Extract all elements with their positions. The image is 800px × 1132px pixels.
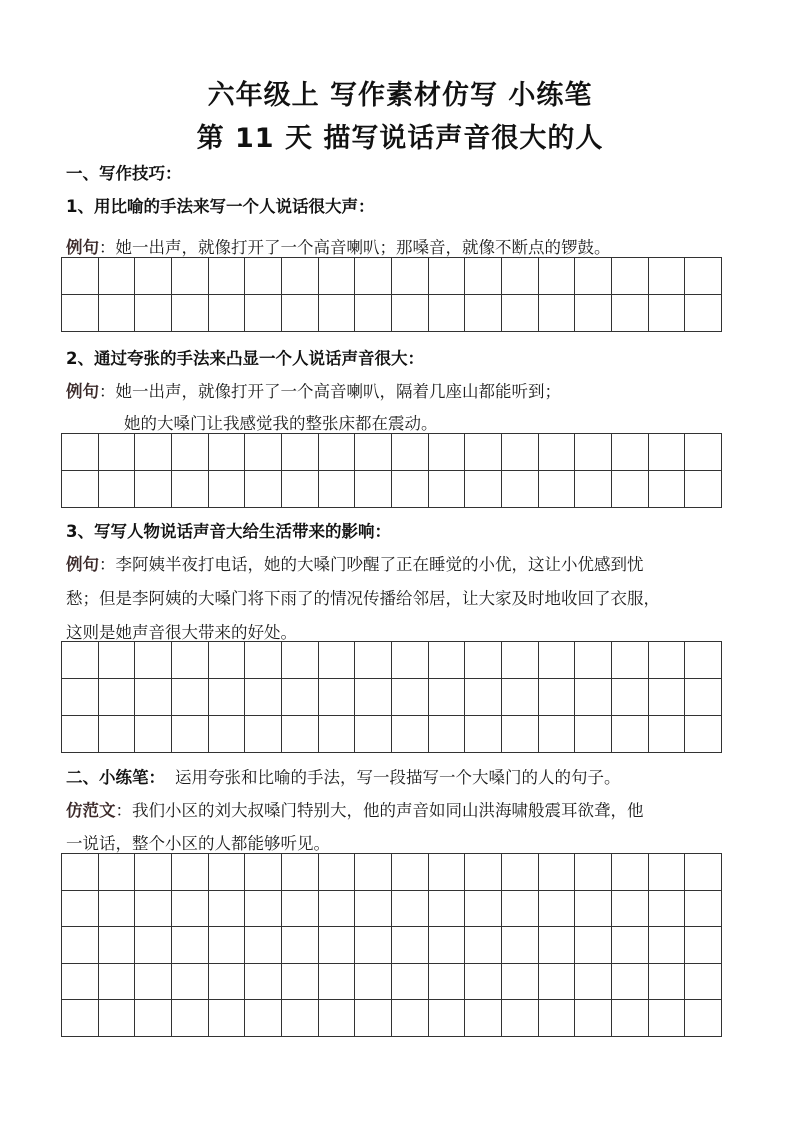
grid-cell[interactable] [539, 854, 576, 891]
grid-cell[interactable] [429, 434, 466, 471]
grid-cell[interactable] [612, 927, 649, 964]
grid-cell[interactable] [282, 679, 319, 716]
grid-cell[interactable] [575, 642, 612, 679]
grid-cell[interactable] [502, 891, 539, 928]
grid-cell[interactable] [135, 295, 172, 332]
grid-cell[interactable] [429, 471, 466, 508]
grid-cell[interactable] [209, 891, 246, 928]
grid-cell[interactable] [245, 891, 282, 928]
grid-cell[interactable] [209, 471, 246, 508]
model-essay-line1 [66, 797, 644, 821]
grid-cell[interactable] [319, 891, 356, 928]
example-text: ：她一出声，就像打开了一个高音喇叭；那嗓音，就像不断点的锣鼓。 [99, 238, 611, 257]
grid-cell[interactable] [355, 471, 392, 508]
technique3-example-line3: 这则是她声音很大带来的好处。 [66, 623, 297, 642]
grid-cell[interactable] [355, 679, 392, 716]
grid-cell[interactable] [392, 295, 429, 332]
grid-cell[interactable] [612, 434, 649, 471]
grid-cell[interactable] [282, 964, 319, 1001]
grid-cell[interactable] [575, 258, 612, 295]
grid-cell[interactable] [99, 927, 136, 964]
grid-cell[interactable] [502, 471, 539, 508]
grid-cell[interactable] [539, 716, 576, 753]
grid-cell[interactable] [539, 1000, 576, 1037]
grid-cell[interactable] [685, 642, 722, 679]
grid-cell[interactable] [392, 434, 429, 471]
grid-cell[interactable] [429, 927, 466, 964]
grid-cell[interactable] [612, 679, 649, 716]
grid-cell[interactable] [135, 471, 172, 508]
grid-cell[interactable] [355, 854, 392, 891]
grid-cell[interactable] [355, 642, 392, 679]
grid-cell[interactable] [502, 927, 539, 964]
grid-cell[interactable] [62, 258, 99, 295]
grid-cell[interactable] [649, 258, 686, 295]
grid-cell[interactable] [465, 964, 502, 1001]
grid-cell[interactable] [62, 716, 99, 753]
grid-cell[interactable] [245, 471, 282, 508]
grid-cell[interactable] [135, 1000, 172, 1037]
grid-cell[interactable] [429, 891, 466, 928]
example-label: 例句 [66, 555, 99, 574]
grid-cell[interactable] [209, 716, 246, 753]
grid-cell[interactable] [502, 295, 539, 332]
grid-cell[interactable] [685, 258, 722, 295]
section2-prompt: 运用夸张和比喻的手法，写一段描写一个大嗓门的人的句子。 [175, 768, 621, 787]
grid-cell[interactable] [62, 295, 99, 332]
grid-cell[interactable] [62, 927, 99, 964]
grid-cell[interactable] [685, 927, 722, 964]
writing-grid-3[interactable] [61, 641, 722, 753]
grid-cell[interactable] [245, 679, 282, 716]
grid-cell[interactable] [319, 258, 356, 295]
grid-cell[interactable] [209, 258, 246, 295]
grid-cell[interactable] [612, 891, 649, 928]
grid-cell[interactable] [465, 927, 502, 964]
example-label: 例句 [66, 238, 99, 257]
grid-cell[interactable] [172, 891, 209, 928]
grid-cell[interactable] [465, 854, 502, 891]
grid-cell[interactable] [282, 434, 319, 471]
grid-cell[interactable] [355, 927, 392, 964]
grid-cell[interactable] [392, 891, 429, 928]
grid-cell[interactable] [539, 964, 576, 1001]
technique2-example-line2: 她的大嗓门让我感觉我的整张床都在震动。 [124, 414, 438, 433]
grid-cell[interactable] [319, 927, 356, 964]
grid-cell[interactable] [99, 295, 136, 332]
grid-cell[interactable] [209, 434, 246, 471]
grid-cell[interactable] [172, 927, 209, 964]
grid-cell[interactable] [685, 716, 722, 753]
grid-cell[interactable] [649, 1000, 686, 1037]
grid-cell[interactable] [612, 258, 649, 295]
grid-cell[interactable] [465, 891, 502, 928]
grid-cell[interactable] [209, 642, 246, 679]
grid-cell[interactable] [539, 258, 576, 295]
grid-cell[interactable] [575, 434, 612, 471]
example-text: ：李阿姨半夜打电话，她的大嗓门吵醒了正在睡觉的小优，这让小优感到忧 [99, 555, 644, 574]
grid-cell[interactable] [392, 258, 429, 295]
grid-cell[interactable] [649, 927, 686, 964]
grid-cell[interactable] [99, 854, 136, 891]
grid-cell[interactable] [612, 964, 649, 1001]
grid-cell[interactable] [282, 891, 319, 928]
grid-cell[interactable] [392, 679, 429, 716]
grid-cell[interactable] [465, 295, 502, 332]
grid-cell[interactable] [685, 1000, 722, 1037]
grid-cell[interactable] [99, 679, 136, 716]
writing-grid-1[interactable] [61, 257, 722, 332]
grid-cell[interactable] [172, 716, 209, 753]
writing-grid-2[interactable] [61, 433, 722, 508]
grid-cell[interactable] [575, 964, 612, 1001]
grid-cell[interactable] [649, 434, 686, 471]
grid-cell[interactable] [135, 679, 172, 716]
grid-cell[interactable] [282, 471, 319, 508]
grid-cell[interactable] [135, 434, 172, 471]
grid-cell[interactable] [355, 716, 392, 753]
grid-cell[interactable] [685, 679, 722, 716]
grid-cell[interactable] [282, 716, 319, 753]
grid-cell[interactable] [245, 258, 282, 295]
grid-cell[interactable] [685, 964, 722, 1001]
grid-cell[interactable] [99, 471, 136, 508]
grid-cell[interactable] [209, 964, 246, 1001]
section1-heading: 一、写作技巧： [66, 164, 182, 183]
grid-cell[interactable] [502, 854, 539, 891]
page-subtitle: 第 11 天 描写说话声音很大的人 [196, 123, 604, 154]
grid-cell[interactable] [282, 1000, 319, 1037]
grid-cell[interactable] [245, 295, 282, 332]
grid-cell[interactable] [172, 854, 209, 891]
grid-cell[interactable] [575, 471, 612, 508]
grid-cell[interactable] [429, 642, 466, 679]
grid-cell[interactable] [172, 679, 209, 716]
grid-cell[interactable] [99, 642, 136, 679]
grid-cell[interactable] [99, 716, 136, 753]
grid-cell[interactable] [245, 964, 282, 1001]
grid-cell[interactable] [685, 295, 722, 332]
grid-cell[interactable] [612, 295, 649, 332]
grid-cell[interactable] [135, 964, 172, 1001]
grid-cell[interactable] [612, 471, 649, 508]
grid-cell[interactable] [62, 471, 99, 508]
grid-cell[interactable] [539, 642, 576, 679]
grid-cell[interactable] [172, 642, 209, 679]
grid-cell[interactable] [282, 642, 319, 679]
grid-cell[interactable] [502, 642, 539, 679]
grid-cell[interactable] [392, 471, 429, 508]
page-title: 六年级上 写作素材仿写 小练笔 [207, 80, 593, 111]
grid-cell[interactable] [355, 295, 392, 332]
grid-cell[interactable] [319, 434, 356, 471]
writing-grid-4[interactable] [61, 853, 722, 1037]
grid-cell[interactable] [99, 891, 136, 928]
grid-cell[interactable] [649, 854, 686, 891]
grid-cell[interactable] [172, 1000, 209, 1037]
grid-cell[interactable] [429, 295, 466, 332]
grid-cell[interactable] [245, 434, 282, 471]
grid-cell[interactable] [612, 854, 649, 891]
grid-cell[interactable] [685, 891, 722, 928]
grid-cell[interactable] [539, 679, 576, 716]
grid-cell[interactable] [135, 891, 172, 928]
grid-cell[interactable] [319, 854, 356, 891]
grid-cell[interactable] [62, 964, 99, 1001]
grid-cell[interactable] [135, 854, 172, 891]
grid-cell[interactable] [685, 434, 722, 471]
technique3-heading: 3、写写人物说话声音大给生活带来的影响： [66, 522, 391, 541]
grid-cell[interactable] [649, 964, 686, 1001]
example-text: ：她一出声，就像打开了一个高音喇叭，隔着几座山都能听到； [99, 382, 561, 401]
grid-cell[interactable] [62, 854, 99, 891]
example-label: 例句 [66, 382, 99, 401]
grid-cell[interactable] [209, 295, 246, 332]
grid-cell[interactable] [62, 679, 99, 716]
model-essay-label: 仿范文 [66, 801, 116, 820]
grid-cell[interactable] [465, 642, 502, 679]
grid-cell[interactable] [649, 891, 686, 928]
grid-cell[interactable] [575, 891, 612, 928]
grid-cell[interactable] [319, 716, 356, 753]
grid-cell[interactable] [282, 295, 319, 332]
model-essay-line2: 一说话，整个小区的人都能够听见。 [66, 834, 330, 853]
section2-heading-line [66, 764, 621, 788]
grid-cell[interactable] [575, 854, 612, 891]
grid-cell[interactable] [209, 1000, 246, 1037]
grid-cell[interactable] [62, 642, 99, 679]
technique2-example [66, 378, 561, 402]
grid-cell[interactable] [539, 927, 576, 964]
section2-heading: 二、小练笔： [66, 768, 165, 787]
grid-cell[interactable] [392, 927, 429, 964]
grid-cell[interactable] [612, 716, 649, 753]
model-essay-text: ：我们小区的刘大叔嗓门特别大，他的声音如同山洪海啸般震耳欲聋，他 [115, 801, 644, 820]
grid-cell[interactable] [319, 964, 356, 1001]
grid-cell[interactable] [649, 642, 686, 679]
grid-cell[interactable] [502, 1000, 539, 1037]
grid-cell[interactable] [429, 854, 466, 891]
grid-cell[interactable] [135, 716, 172, 753]
grid-cell[interactable] [99, 1000, 136, 1037]
grid-cell[interactable] [62, 891, 99, 928]
grid-cell[interactable] [575, 927, 612, 964]
grid-cell[interactable] [319, 471, 356, 508]
grid-cell[interactable] [502, 434, 539, 471]
grid-cell[interactable] [355, 891, 392, 928]
grid-cell[interactable] [245, 927, 282, 964]
grid-cell[interactable] [319, 679, 356, 716]
grid-cell[interactable] [575, 679, 612, 716]
grid-cell[interactable] [172, 258, 209, 295]
grid-cell[interactable] [502, 964, 539, 1001]
grid-cell[interactable] [502, 716, 539, 753]
grid-cell[interactable] [465, 434, 502, 471]
grid-cell[interactable] [649, 471, 686, 508]
grid-cell[interactable] [465, 471, 502, 508]
grid-cell[interactable] [135, 642, 172, 679]
grid-cell[interactable] [575, 295, 612, 332]
grid-cell[interactable] [685, 471, 722, 508]
grid-cell[interactable] [355, 434, 392, 471]
grid-cell[interactable] [429, 679, 466, 716]
grid-cell[interactable] [649, 295, 686, 332]
grid-cell[interactable] [429, 1000, 466, 1037]
grid-cell[interactable] [612, 642, 649, 679]
grid-cell[interactable] [319, 1000, 356, 1037]
grid-cell[interactable] [282, 927, 319, 964]
grid-cell[interactable] [429, 258, 466, 295]
grid-cell[interactable] [539, 295, 576, 332]
grid-cell[interactable] [355, 1000, 392, 1037]
grid-cell[interactable] [539, 434, 576, 471]
grid-cell[interactable] [319, 295, 356, 332]
grid-cell[interactable] [429, 964, 466, 1001]
grid-cell[interactable] [685, 854, 722, 891]
grid-cell[interactable] [649, 679, 686, 716]
grid-cell[interactable] [319, 642, 356, 679]
grid-cell[interactable] [392, 1000, 429, 1037]
grid-cell[interactable] [172, 471, 209, 508]
grid-cell[interactable] [209, 854, 246, 891]
grid-cell[interactable] [99, 964, 136, 1001]
grid-cell[interactable] [392, 964, 429, 1001]
grid-cell[interactable] [245, 642, 282, 679]
grid-cell[interactable] [245, 716, 282, 753]
grid-cell[interactable] [502, 679, 539, 716]
grid-cell[interactable] [539, 891, 576, 928]
grid-cell[interactable] [502, 258, 539, 295]
technique1-example [66, 234, 611, 258]
technique3-example-line2: 愁；但是李阿姨的大嗓门将下雨了的情况传播给邻居，让大家及时地收回了衣服， [66, 589, 660, 608]
grid-cell[interactable] [355, 258, 392, 295]
technique1-heading: 1、用比喻的手法来写一个人说话很大声： [66, 197, 375, 216]
grid-cell[interactable] [575, 1000, 612, 1037]
grid-cell[interactable] [245, 1000, 282, 1037]
grid-cell[interactable] [575, 716, 612, 753]
grid-cell[interactable] [245, 854, 282, 891]
grid-cell[interactable] [172, 964, 209, 1001]
grid-cell[interactable] [99, 434, 136, 471]
grid-cell[interactable] [355, 964, 392, 1001]
grid-cell[interactable] [99, 258, 136, 295]
grid-cell[interactable] [172, 295, 209, 332]
grid-cell[interactable] [392, 854, 429, 891]
grid-cell[interactable] [465, 716, 502, 753]
grid-cell[interactable] [539, 471, 576, 508]
grid-cell[interactable] [135, 258, 172, 295]
grid-cell[interactable] [62, 434, 99, 471]
technique2-heading: 2、通过夸张的手法来凸显一个人说话声音很大： [66, 349, 424, 368]
grid-cell[interactable] [392, 642, 429, 679]
grid-cell[interactable] [465, 1000, 502, 1037]
grid-cell[interactable] [465, 258, 502, 295]
grid-cell[interactable] [392, 716, 429, 753]
grid-cell[interactable] [282, 854, 319, 891]
grid-cell[interactable] [429, 716, 466, 753]
grid-cell[interactable] [465, 679, 502, 716]
technique3-example [66, 551, 644, 575]
grid-cell[interactable] [62, 1000, 99, 1037]
grid-cell[interactable] [612, 1000, 649, 1037]
grid-cell[interactable] [135, 927, 172, 964]
grid-cell[interactable] [209, 679, 246, 716]
grid-cell[interactable] [172, 434, 209, 471]
grid-cell[interactable] [282, 258, 319, 295]
grid-cell[interactable] [649, 716, 686, 753]
grid-cell[interactable] [209, 927, 246, 964]
